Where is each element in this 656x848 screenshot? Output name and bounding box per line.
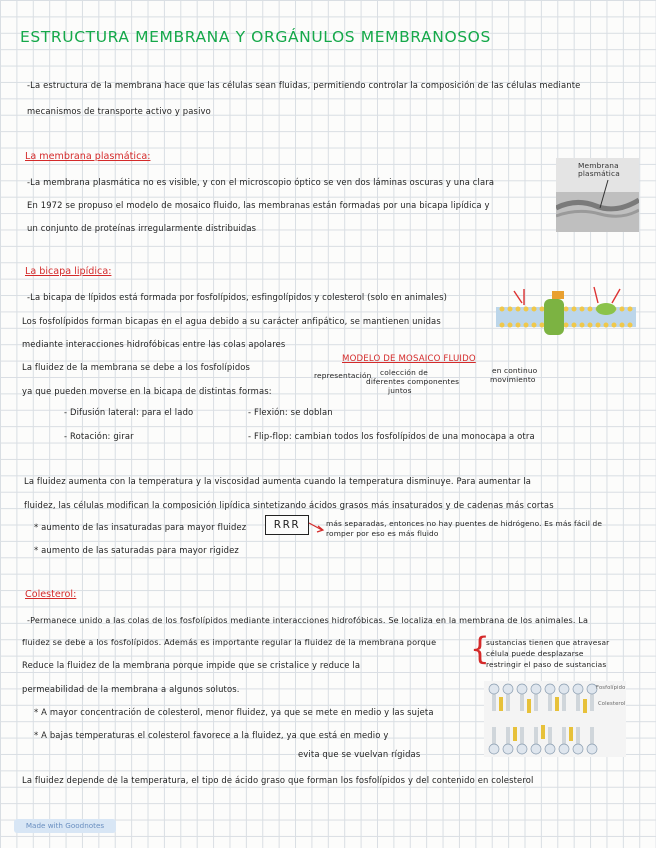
micrograph-label-2: plasmática xyxy=(578,169,620,178)
move-flexion: - Flexión: se doblan xyxy=(248,407,333,417)
colesterol-star-1: * A mayor concentración de colesterol, menor fluidez, ya que se mete en medio y las sujeta xyxy=(34,707,434,717)
colesterol-line-2: fluidez se debe a los fosfolípidos. Además es importante regular la fluidez de la membrana porque xyxy=(22,637,437,647)
cholesterol-diagram xyxy=(484,681,626,757)
bicapa-line-2: Los fosfolípidos forman bicapas en el agua debido a su carácter anfipático, se mantienen unidas xyxy=(22,316,441,326)
bicapa-line-3: mediante interacciones hidrofóbicas entre las colas apolares xyxy=(22,339,286,349)
colesterol-star-2b: evita que se vuelvan rígidas xyxy=(298,749,421,759)
colesterol-last-line: La fluidez depende de la temperatura, el tipo de ácido graso que forman los fosfolípidos y del contenido en colesterol xyxy=(22,775,534,785)
move-lateral: - Difusión lateral: para el lado xyxy=(64,407,194,417)
model-note-2c: juntos xyxy=(388,386,412,395)
membrana-line-2: En 1972 se propuso el modelo de mosaico fluido, las membranas están formadas por una bicapa lipídica y xyxy=(27,200,490,210)
arrow-icon xyxy=(308,520,328,534)
fluidez-line-2: fluidez, las células modifican la composición lipídica sintetizando ácidos grasos más insaturados y de cadenas más cortas xyxy=(24,500,554,510)
colesterol-star-2a: * A bajas temperaturas el colesterol favorece a la fluidez, ya que está en medio y xyxy=(34,730,389,740)
intro-line-2: mecanismos de transporte activo y pasivo xyxy=(27,106,211,116)
fluidez-note-1: más separadas, entonces no hay puentes de hidrógeno. Es más fácil de xyxy=(326,519,603,528)
model-note-1: representación xyxy=(314,371,372,380)
fluidez-line-1: La fluidez aumenta con la temperatura y la viscosidad aumenta cuando la temperatura disminuye. Para aumentar la xyxy=(24,476,532,486)
model-note-2b: diferentes componentes xyxy=(366,377,460,386)
intro-line-1: -La estructura de la membrana hace que las células sean fluidas, permitiendo controlar la composición de las células mediante xyxy=(27,80,581,90)
fluidez-note-2: romper por eso es más fluido xyxy=(326,529,439,538)
model-note-2a: colección de xyxy=(380,368,428,377)
membrana-line-1: -La membrana plasmática no es visible, y con el microscopio óptico se ven dos láminas oscuras y una clara xyxy=(27,177,495,187)
colesterol-line-1: -Permanece unido a las colas de los fosfolípidos mediante interacciones hidrofóbicas. Se localiza en la membrana de los animales. La xyxy=(27,615,589,625)
heading-bicapa: La bicapa lipídica: xyxy=(25,266,112,277)
bicapa-line-4: La fluidez de la membrana se debe a los fosfolípidos xyxy=(22,362,251,372)
reason-1: sustancias tienen que atravesar xyxy=(486,638,610,647)
page-title: ESTRUCTURA MEMBRANA Y ORGÁNULOS MEMBRANOSOS xyxy=(20,28,491,46)
micrograph-label-1: Membrana xyxy=(578,161,619,170)
heading-colesterol: Colesterol: xyxy=(25,589,77,600)
rrr-box: RRR xyxy=(265,515,309,535)
cholesterol-label: Colesterol xyxy=(598,701,626,707)
goodnotes-watermark: Made with Goodnotes xyxy=(14,819,116,833)
membrane-micrograph xyxy=(556,158,639,232)
model-note-3b: movimiento xyxy=(490,375,536,384)
brace-icon: { xyxy=(470,631,490,667)
model-title: MODELO DE MOSAICO FLUIDO xyxy=(342,354,476,364)
fluidez-bullet-2: * aumento de las saturadas para mayor rigidez xyxy=(34,545,239,555)
fluid-mosaic-diagram xyxy=(494,285,638,347)
bicapa-line-5: ya que pueden moverse en la bicapa de distintas formas: xyxy=(22,386,272,396)
heading-membrana: La membrana plasmática: xyxy=(25,151,151,162)
reason-2: célula puede desplazarse xyxy=(486,649,584,658)
membrana-line-3: un conjunto de proteínas irregularmente distribuidas xyxy=(27,223,257,233)
move-flipflop: - Flip-flop: cambian todos los fosfolípidos de una monocapa a otra xyxy=(248,431,535,441)
phospholipid-label: Fosfolípido xyxy=(596,685,626,691)
reason-3: restringir el paso de sustancias xyxy=(486,660,607,669)
move-rotation: - Rotación: girar xyxy=(64,431,134,441)
colesterol-line-3: Reduce la fluidez de la membrana porque impide que se cristalice y reduce la xyxy=(22,660,361,670)
colesterol-line-4: permeabilidad de la membrana a algunos solutos. xyxy=(22,684,240,694)
model-note-3a: en continuo xyxy=(492,366,538,375)
fluidez-bullet-1: * aumento de las insaturadas para mayor fluidez xyxy=(34,522,247,532)
bicapa-line-1: -La bicapa de lípidos está formada por fosfolípidos, esfingolípidos y colesterol (solo en animales) xyxy=(27,292,448,302)
